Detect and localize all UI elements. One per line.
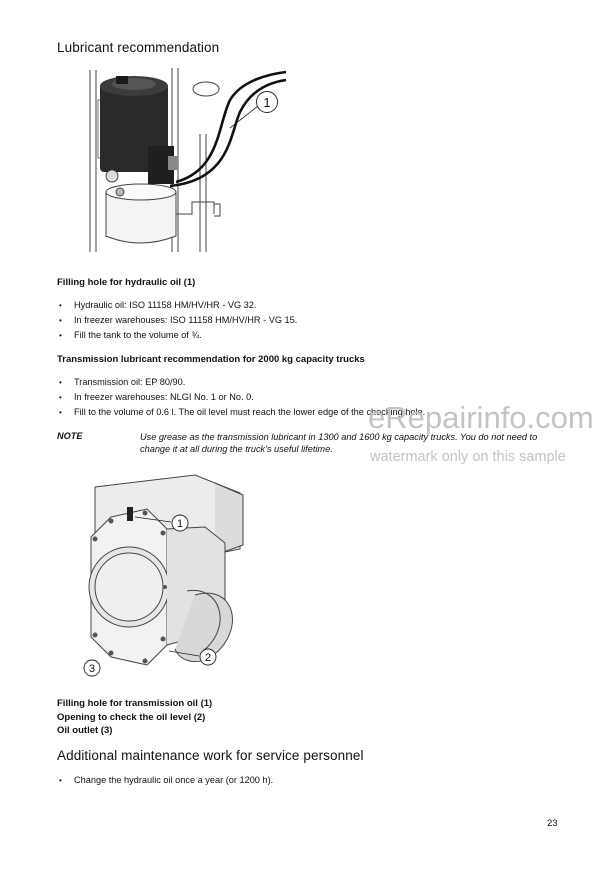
list-item: • Hydraulic oil: ISO 11158 HM/HV/HR - VG 32.: [57, 298, 297, 313]
list-item: • In freezer warehouses: ISO 11158 HM/HV/HR - VG 15.: [57, 313, 297, 328]
watermark-brand: eRepairinfo.com: [368, 400, 594, 435]
figure2-callout-2: 2: [204, 652, 212, 664]
section-title-additional-maintenance: Additional maintenance work for service personnel: [57, 748, 364, 763]
additional-maintenance-list: [57, 773, 273, 788]
transmission-lubricant-heading: Transmission lubricant recommendation for 2000 kg capacity trucks: [57, 354, 365, 365]
page-number: 23: [547, 818, 558, 829]
hydraulic-tank-illustration: [80, 64, 290, 256]
figure1-callout-1: 1: [263, 95, 271, 110]
figure2-callout-3: 3: [88, 663, 96, 675]
hydraulic-oil-heading: Filling hole for hydraulic oil (1): [57, 277, 196, 288]
transmission-illustration: [75, 467, 250, 682]
caption-line: Opening to check the oil level (2): [57, 711, 206, 723]
watermark-sample: watermark only on this sample: [370, 449, 566, 465]
list-item: • Fill to the volume of 0.6 l. The oil level must reach the lower edge of the checking hole.: [57, 405, 425, 420]
caption-line: Oil outlet (3): [57, 725, 113, 736]
note-label: NOTE: [57, 431, 83, 441]
note-text: Use grease as the transmission lubricant in 1300 and 1600 kg capacity trucks. You do not need to change it at all during the truck's useful lifetime.: [140, 432, 538, 454]
list-item: • Fill the tank to the volume of ¾.: [57, 328, 297, 343]
list-item: • Transmission oil: EP 80/90.: [57, 375, 425, 390]
list-item: • Change the hydraulic oil once a year (or 1200 h).: [57, 773, 273, 788]
list-item: • In freezer warehouses: NLGI No. 1 or No. 0.: [57, 390, 425, 405]
figure2-callout-1: 1: [176, 518, 184, 530]
section-title-lubricant: Lubricant recommendation: [57, 40, 220, 55]
figure2-caption: [57, 697, 212, 738]
hydraulic-oil-list: [57, 298, 297, 343]
caption-line: Filling hole for transmission oil (1): [57, 698, 213, 709]
